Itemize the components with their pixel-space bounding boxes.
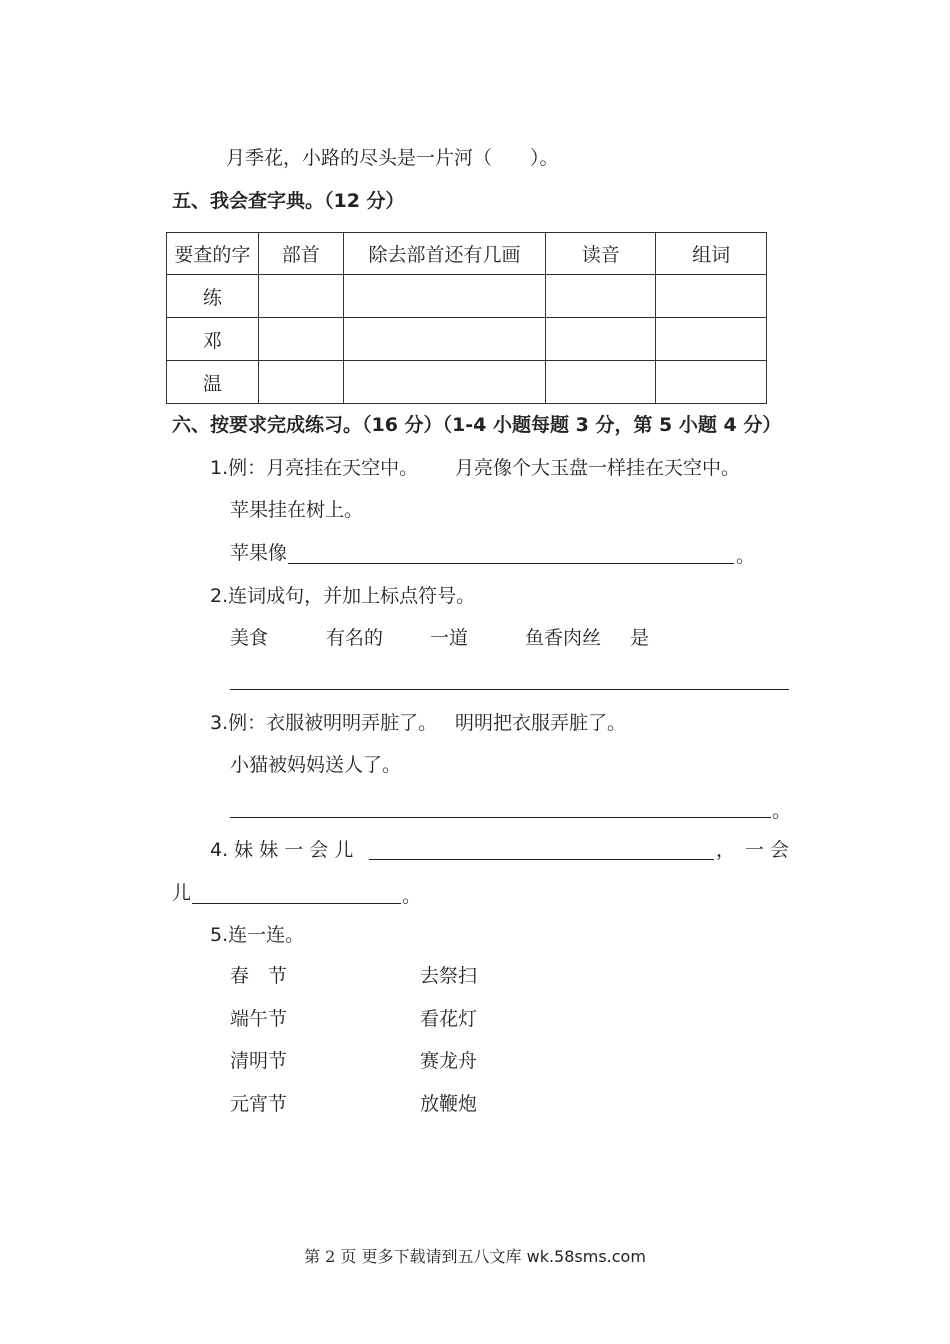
q5-title: 5.连一连。 [210, 924, 305, 946]
table-cell-empty[interactable] [343, 361, 546, 404]
table-cell-empty[interactable] [546, 318, 656, 361]
q2-title: 2.连词成句，并加上标点符号。 [210, 585, 476, 607]
table-cell-empty[interactable] [258, 361, 343, 404]
q3-answer-line[interactable] [230, 817, 771, 818]
table-row [167, 361, 767, 404]
table-row [167, 275, 767, 318]
q2-word: 有名的 [326, 627, 384, 649]
q4-answer-line-1[interactable] [369, 859, 714, 860]
table-header: 除去部首还有几画 [343, 233, 546, 275]
q5-custom[interactable]: 去祭扫 [420, 965, 478, 987]
q4-period: 。 [402, 885, 422, 907]
table-cell-empty[interactable] [343, 318, 546, 361]
q5-festival[interactable]: 元宵节 [230, 1093, 288, 1115]
table-cell-empty[interactable] [656, 275, 767, 318]
q4-prefix: 4. 妹 妹 一 会 儿 [210, 839, 354, 861]
table-header: 组词 [656, 233, 767, 275]
q1-answer-prefix: 苹果像 [230, 542, 288, 564]
table-cell-empty[interactable] [343, 275, 546, 318]
table-cell-char: 温 [167, 361, 259, 404]
dictionary-table [166, 232, 767, 404]
q2-answer-line[interactable] [230, 689, 789, 690]
footer-text: 第 2 页 更多下载请到五八文库 [304, 1247, 527, 1266]
q3-example-a: 3.例：衣服被明明弄脏了。 [210, 712, 438, 734]
table-cell-char: 邓 [167, 318, 259, 361]
table-cell-empty[interactable] [546, 361, 656, 404]
table-cell-empty[interactable] [656, 318, 767, 361]
table-header-row [167, 233, 767, 275]
table-cell-empty[interactable] [258, 318, 343, 361]
q1-period: 。 [736, 545, 756, 567]
q5-custom[interactable]: 赛龙舟 [420, 1050, 478, 1072]
q4-mid: 一 会 [745, 839, 790, 861]
table-header: 读音 [546, 233, 656, 275]
q2-word: 鱼香肉丝 [525, 627, 602, 649]
table-header: 部首 [258, 233, 343, 275]
q3-period: 。 [772, 800, 792, 822]
table-header: 要查的字 [167, 233, 259, 275]
q1-example-b: 月亮像个大玉盘一样挂在天空中。 [455, 457, 741, 479]
q5-custom[interactable]: 看花灯 [420, 1008, 478, 1030]
q5-festival[interactable]: 春 节 [230, 965, 288, 987]
q3-prompt: 小猫被妈妈送人了。 [230, 754, 402, 776]
page-footer [0, 1244, 950, 1267]
footer-url[interactable]: wk.58sms.com [526, 1247, 646, 1266]
table-cell-char: 练 [167, 275, 259, 318]
q1-example-a: 1.例：月亮挂在天空中。 [210, 457, 419, 479]
q2-word: 是 [630, 627, 650, 649]
q5-custom[interactable]: 放鞭炮 [420, 1093, 478, 1115]
table-cell-empty[interactable] [656, 361, 767, 404]
q4-comma: ， [716, 839, 736, 861]
q5-festival[interactable]: 端午节 [230, 1008, 288, 1030]
table-cell-empty[interactable] [258, 275, 343, 318]
q1-answer-line[interactable] [288, 563, 734, 564]
q3-example-b: 明明把衣服弄脏了。 [455, 712, 627, 734]
q4-answer-line-2[interactable] [192, 903, 401, 904]
q5-festival[interactable]: 清明节 [230, 1050, 288, 1072]
q2-word: 一道 [430, 627, 469, 649]
section5-title: 五、我会查字典。（12 分） [172, 190, 405, 212]
q4-line2-prefix: 儿 [172, 882, 192, 904]
table-cell-empty[interactable] [546, 275, 656, 318]
q2-word: 美食 [230, 627, 269, 649]
continuation-line: 月季花，小路的尽头是一片河（ ）。 [226, 147, 559, 169]
table-row [167, 318, 767, 361]
section6-title: 六、按要求完成练习。（16 分）（1-4 小题每题 3 分，第 5 小题 4 分） [172, 414, 782, 436]
q1-prompt: 苹果挂在树上。 [230, 499, 364, 521]
